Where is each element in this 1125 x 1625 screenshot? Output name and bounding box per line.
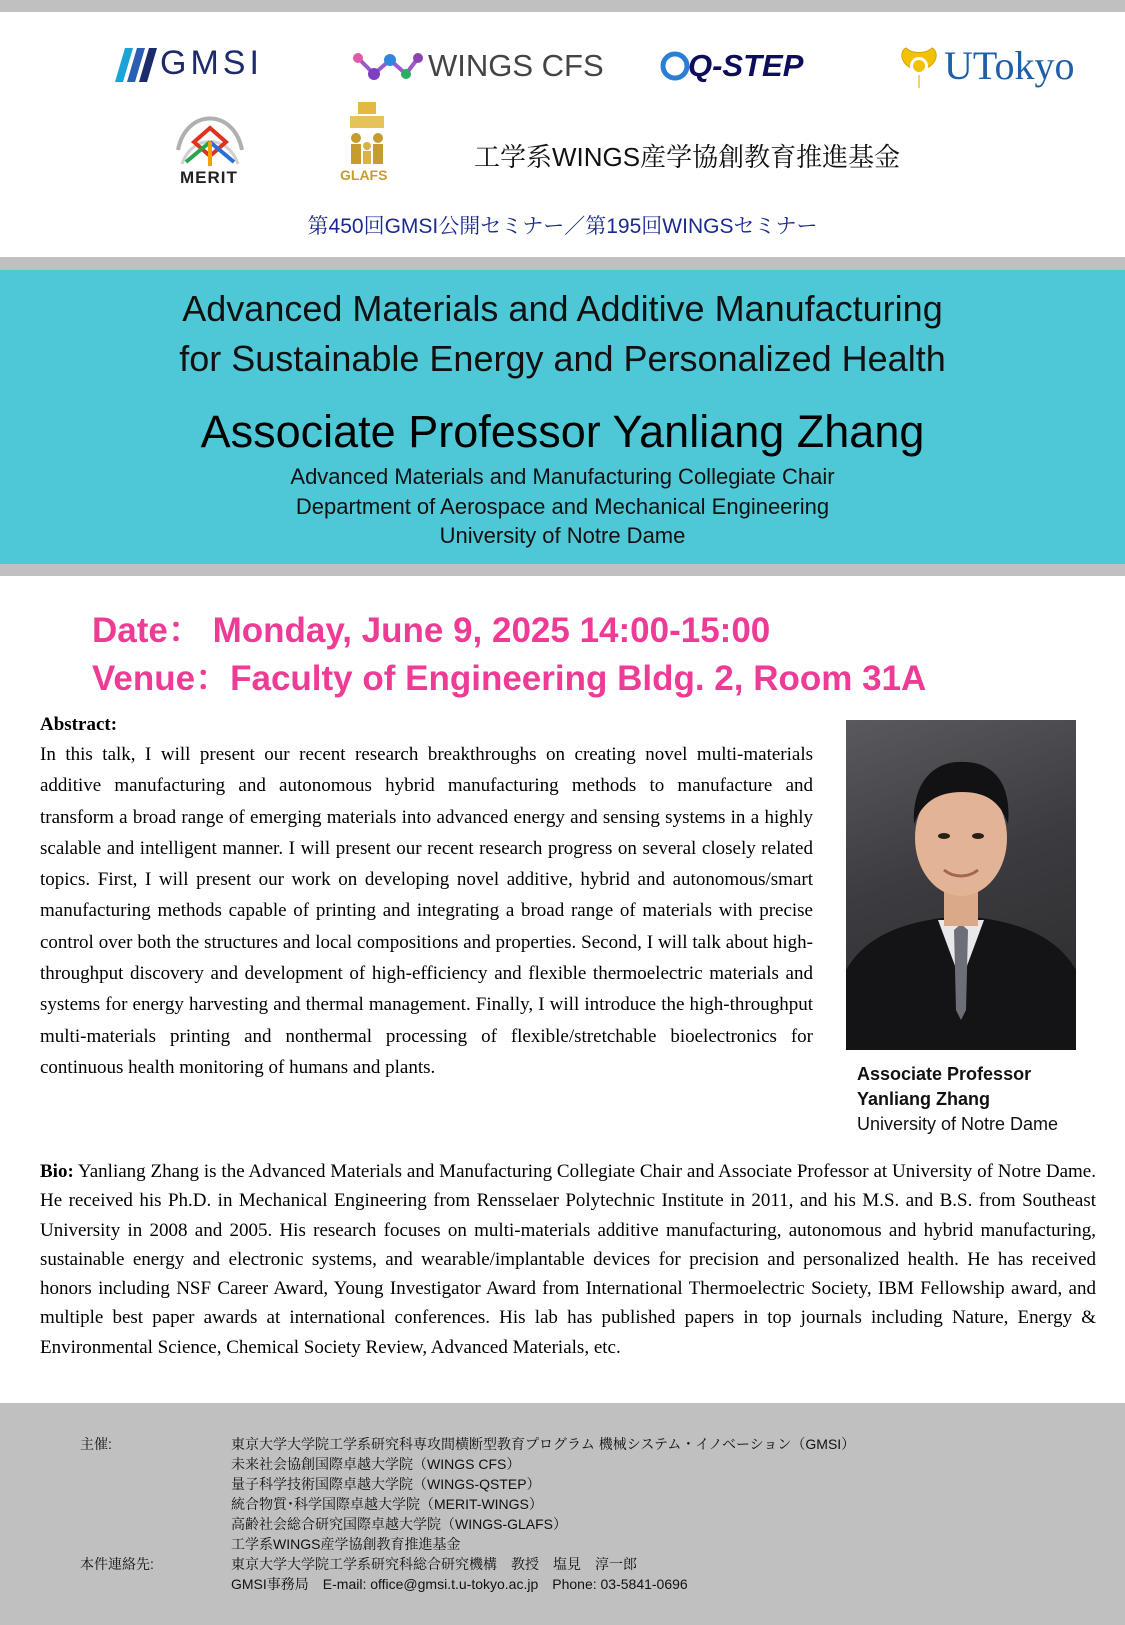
merit-logo-icon [172, 104, 248, 168]
bio-label: Bio: [40, 1161, 74, 1182]
qstep-logo-icon [660, 50, 690, 82]
organizer-label: 主催: [80, 1436, 112, 1452]
speaker-affiliation-2: Department of Aerospace and Mechanical Engineering [295, 494, 830, 519]
merit-logo: MERIT [180, 168, 238, 187]
organizer-line: 東京大学大学院工学系研究科専攻間横断型教育プログラム 機械システム・イノベーション（GMSI） [231, 1436, 856, 1452]
wings-cfs-logo: WINGS CFS [428, 48, 604, 83]
event-date: Date： Monday, June 9, 2025 14:00-15:00 [92, 611, 771, 650]
ginkgo-leaf-icon [896, 44, 942, 90]
event-venue: Venue：Faculty of Engineering Bldg. 2, Room 31A [92, 659, 927, 698]
qstep-logo: Q-STEP [688, 48, 804, 83]
bio-text: Yanliang Zhang is the Advanced Materials and Manufacturing Collegiate Chair and Associate Professor at University of Notre Dame. He received his Ph.D. in Mechanical Engineering from Rensselaer Polytechnic Institute in 2011, and his M.S. and B.S. from Southeast University in 2008 and 2005. His research focuses on multi-materials additive manufacturing, autonomous and hybrid manufacturing, sustainable energy and electronic systems, and wearable/implantable devices for precision and personalized health. He has received honors including NSF Career Award, Young Investigator Award from International Thermoelectric Society, IBM Fellowship award, and multiple best paper awards at international conferences. His lab has published papers in top journals including Nature, Energy & Environmental Science, Chemical Society Review, Advanced Materials, etc. [40, 1161, 1096, 1358]
speaker-photo [846, 720, 1076, 1050]
speaker-affiliation-3: University of Notre Dame [439, 523, 686, 548]
gmsi-logo-icon [115, 48, 161, 82]
photo-caption-affiliation: University of Notre Dame [857, 1114, 1059, 1134]
glafs-logo: GLAFS [340, 167, 388, 183]
utokyo-logo: UTokyo [944, 43, 1075, 88]
wings-cfs-logo-icon [350, 50, 424, 82]
organizer-line: 統合物質･科学国際卓越大学院（MERIT-WINGS） [231, 1496, 543, 1512]
contact-label: 本件連絡先: [80, 1556, 154, 1572]
speaker-portrait-icon [846, 720, 1076, 1050]
talk-title-line-1: Advanced Materials and Additive Manufacturing [182, 288, 943, 329]
contact-line: GMSI事務局 E-mail: office@gmsi.t.u-tokyo.ac.jp Phone: 03-5841-0696 [231, 1576, 688, 1592]
abstract-body: In this talk, I will present our recent research breakthroughs on creating novel multi-materials additive manufacturing and autonomous hybrid manufacturing methods to manufacture and transform a broad range of emerging materials into advanced energy and sensing systems in a highly scalable and intelligent manner. I will present our recent research progress on several closely related topics. First, I will present our work on developing novel additive, hybrid and autonomous/smart manufacturing methods capable of printing and integrating a broad range of materials with precise control over both the structures and local compositions and properties. Second, I will talk about high-throughput discovery and development of high-efficiency and flexible thermoelectric materials and systems for energy harvesting and thermal management. Finally, I will introduce the high-throughput multi-materials printing and nonthermal processing of flexible/stretchable bioelectronics for continuous health monitoring of humans and plants. [40, 744, 813, 1078]
photo-caption-title: Associate Professor [857, 1064, 1032, 1084]
speaker-affiliation-1: Advanced Materials and Manufacturing Collegiate Chair [290, 464, 835, 489]
contact-line: 東京大学大学院工学系研究科総合研究機構 教授 塩見 淳一郎 [231, 1556, 637, 1572]
speaker-name: Associate Professor Yanliang Zhang [200, 406, 925, 457]
seminar-label: 第450回GMSI公開セミナー／第195回WINGSセミナー [307, 215, 818, 238]
gmsi-logo: GMSI [160, 44, 263, 82]
photo-caption-name: Yanliang Zhang [857, 1089, 991, 1109]
organizer-line: 高齢社会総合研究国際卓越大学院（WINGS-GLAFS） [231, 1516, 568, 1532]
organizer-line: 量子科学技術国際卓越大学院（WINGS-QSTEP） [231, 1476, 541, 1492]
talk-title-line-2: for Sustainable Energy and Personalized Health [179, 338, 946, 379]
title-band-bottom-border [0, 564, 1125, 576]
top-border [0, 0, 1125, 12]
title-band-top-border [0, 257, 1125, 270]
abstract-heading: Abstract: [40, 714, 118, 735]
glafs-logo-icon [336, 100, 398, 166]
wings-fund-logo: 工学系WINGS産学協創教育推進基金 [474, 142, 901, 172]
organizer-line: 未来社会協創国際卓越大学院（WINGS CFS） [231, 1456, 521, 1472]
organizer-line: 工学系WINGS産学協創教育推進基金 [231, 1536, 461, 1552]
bio-paragraph [40, 1157, 1096, 1362]
